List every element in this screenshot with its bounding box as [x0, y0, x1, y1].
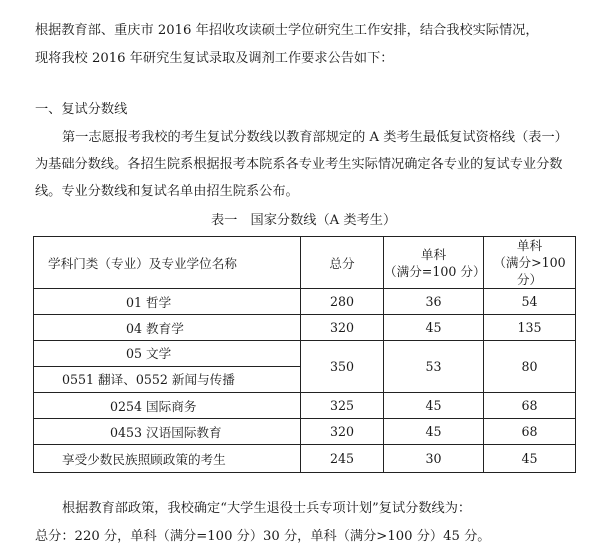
header-subject: 学科门类（专业）及专业学位名称	[34, 237, 301, 289]
row-name: 04 教育学	[34, 315, 301, 341]
row-single-100: 53	[384, 341, 484, 393]
footer-line-2: 总分：220 分，单科（满分=100 分）30 分，单科（满分>100 分）45 分。	[35, 529, 491, 544]
table-caption: 表一 国家分数线（A 类考生）	[211, 213, 397, 228]
table-header-row	[34, 237, 576, 289]
table-row	[34, 393, 576, 419]
header-single-100-line2: （满分=100 分）	[384, 263, 486, 279]
row-total: 320	[301, 315, 384, 341]
table-row	[34, 315, 576, 341]
row-single-over-100: 80	[484, 341, 576, 393]
table-row	[34, 341, 576, 393]
row-single-100: 45	[384, 393, 484, 419]
section-heading: 一、复试分数线	[35, 102, 128, 117]
row-total: 350	[301, 341, 384, 393]
score-table	[33, 236, 576, 473]
row-single-over-100: 68	[484, 419, 576, 445]
section-paragraph-line-1: 第一志愿报考我校的考生复试分数线以教育部规定的 A 类考生最低复试资格线（表一）	[62, 130, 568, 145]
header-total: 总分	[301, 237, 384, 289]
row-single-over-100: 135	[484, 315, 576, 341]
row-name: 享受少数民族照顾政策的考生	[34, 445, 301, 473]
row-single-100: 30	[384, 445, 484, 473]
row-name: 01 哲学	[34, 289, 301, 315]
row-total: 320	[301, 419, 384, 445]
row-name-group	[34, 341, 301, 393]
header-single-over-100	[484, 237, 576, 289]
table-row	[34, 289, 576, 315]
row-single-over-100: 68	[484, 393, 576, 419]
row-single-100: 36	[384, 289, 484, 315]
header-single-over-100-line1: 单科	[516, 238, 543, 253]
row-total: 245	[301, 445, 384, 473]
intro-line-2: 现将我校 2016 年研究生复试录取及调剂工作要求公告如下：	[35, 51, 394, 66]
row-total: 280	[301, 289, 384, 315]
row-name: 05 文学	[126, 346, 172, 361]
header-single-100-line1: 单科	[420, 246, 447, 262]
row-total: 325	[301, 393, 384, 419]
section-paragraph-line-3: 线。专业分数线和复试名单由招生院系公布。	[35, 184, 299, 199]
table-row	[34, 419, 576, 445]
row-single-100: 45	[384, 419, 484, 445]
row-name: 0453 汉语国际教育	[34, 419, 301, 445]
section-paragraph-line-2: 为基础分数线。各招生院系根据报考本院系各专业考生实际情况确定各专业的复试专业分数	[35, 157, 563, 172]
header-single-over-100-line2: （满分>100 分）	[493, 255, 566, 287]
intro-line-1: 根据教育部、重庆市 2016 年招收攻读硕士学位研究生工作安排，结合我校实际情况，	[35, 23, 539, 38]
row-single-100: 45	[384, 315, 484, 341]
footer-line-1: 根据教育部政策，我校确定“大学生退役士兵专项计划”复试分数线为：	[62, 501, 472, 516]
header-single-100	[384, 237, 484, 289]
row-name: 0254 国际商务	[34, 393, 301, 419]
row-name-sub: 0551 翻译、0552 新闻与传播	[34, 366, 300, 392]
table-row	[34, 445, 576, 473]
row-single-over-100: 54	[484, 289, 576, 315]
row-single-over-100: 45	[484, 445, 576, 473]
